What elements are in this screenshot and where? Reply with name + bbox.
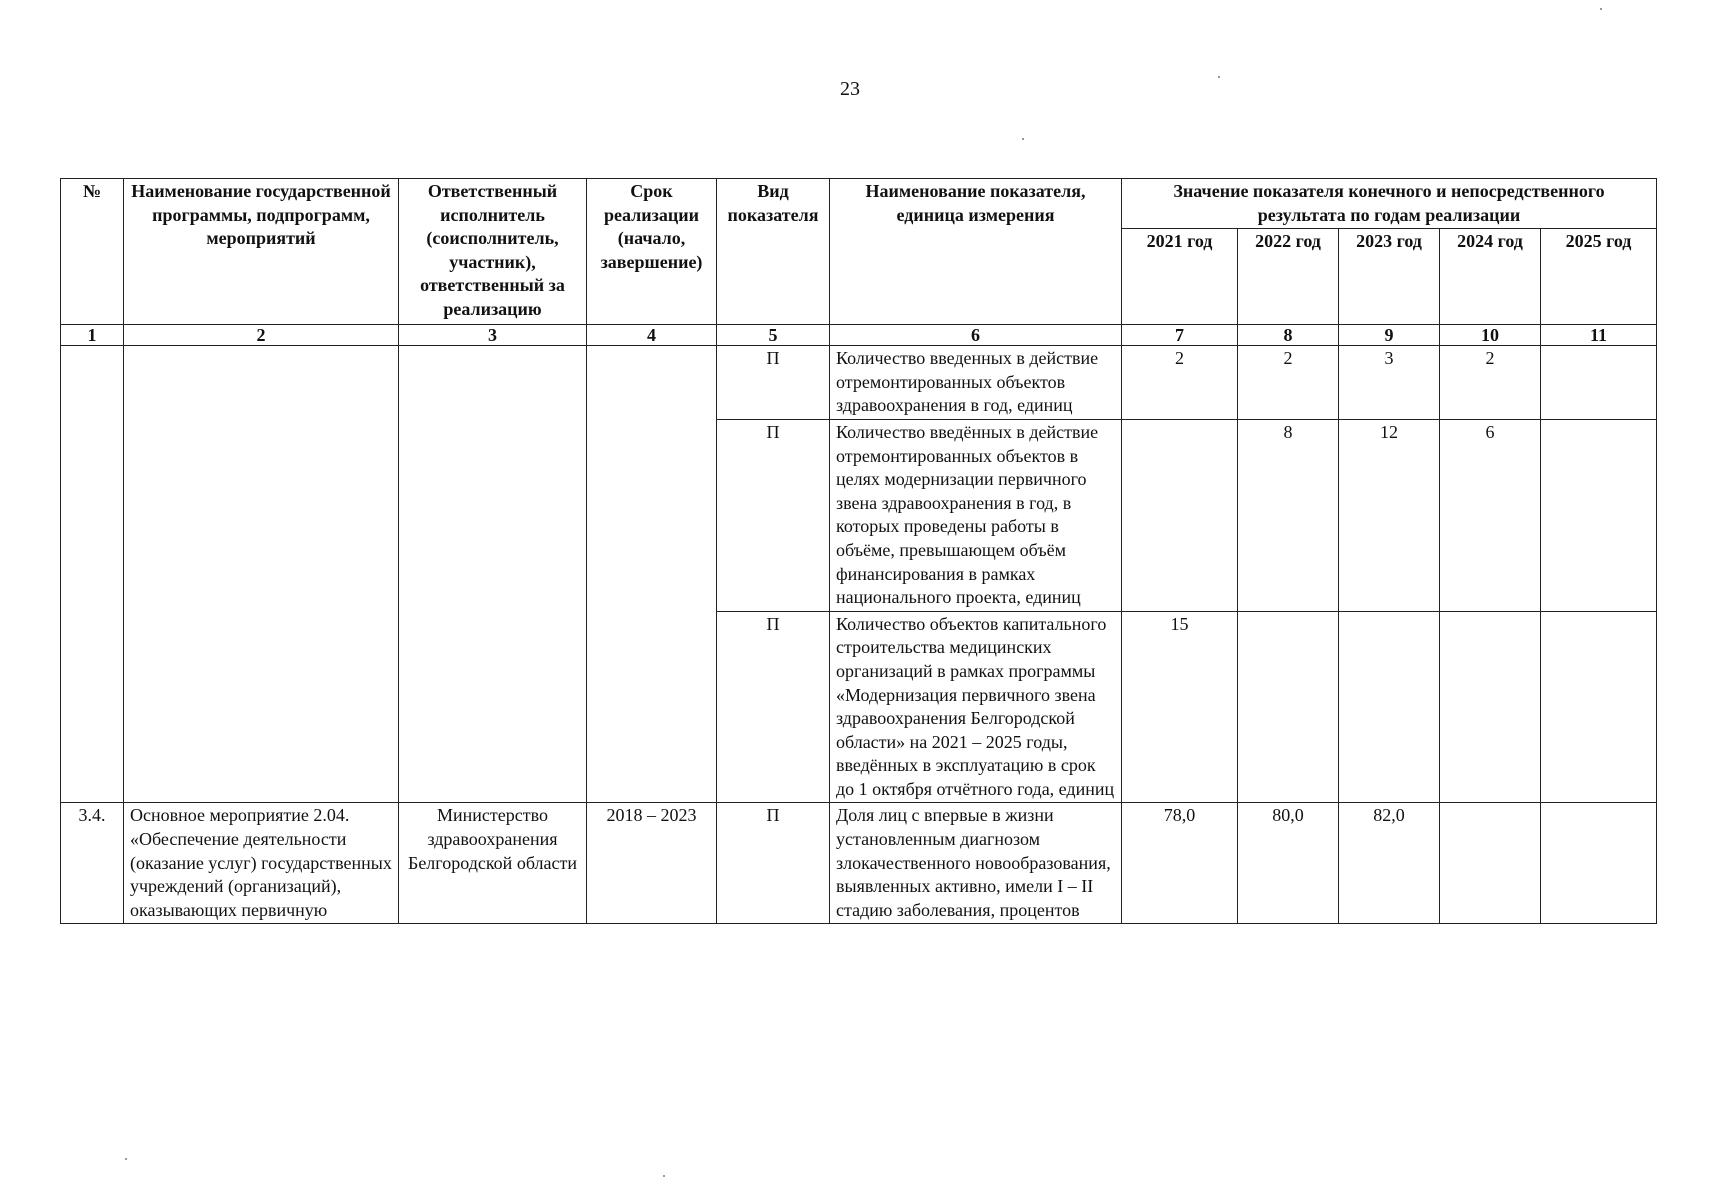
cell-value-2023 [1339, 611, 1440, 803]
cell-value-2024: 6 [1440, 419, 1541, 611]
column-number: 9 [1339, 325, 1440, 346]
column-number: 1 [61, 325, 124, 346]
header-responsible: Ответственный исполнитель (соисполнитель, участник), ответственный за реализацию [399, 179, 587, 325]
column-number: 11 [1541, 325, 1657, 346]
header-number: № [61, 179, 124, 325]
column-number: 7 [1122, 325, 1238, 346]
scan-speck [125, 1158, 127, 1160]
table-row [61, 803, 1657, 924]
cell-indicator-name: Количество объектов капитального строительства медицинских организаций в рамках программы «Модернизация первичного звена здравоохранения Белгородской области» на 2021 – 2025 годы, введённых в эксплуатацию в срок до 1 октября отчётного года, единиц [830, 611, 1122, 803]
cell-indicator-type: П [717, 419, 830, 611]
column-number: 8 [1238, 325, 1339, 346]
column-number: 2 [124, 325, 399, 346]
header-values-group: Значение показателя конечного и непосредственного результата по годам реализации [1122, 179, 1657, 229]
header-program-name: Наименование государственной программы, подпрограмм, мероприятий [124, 179, 399, 325]
header-period: Срок реализации (начало, завершение) [587, 179, 717, 325]
scan-speck [663, 1175, 665, 1177]
cell-value-2025 [1541, 346, 1657, 420]
cell-value-2023: 12 [1339, 419, 1440, 611]
cell-row-number: 3.4. [61, 803, 124, 924]
cell-value-2022: 80,0 [1238, 803, 1339, 924]
cell-value-2021: 78,0 [1122, 803, 1238, 924]
cell-indicator-type: П [717, 803, 830, 924]
scan-speck [1600, 8, 1602, 10]
cell-value-2021: 15 [1122, 611, 1238, 803]
cell-value-2024 [1440, 803, 1541, 924]
header-indicator-type: Вид показателя [717, 179, 830, 325]
cell-number-empty [61, 346, 124, 803]
column-number: 6 [830, 325, 1122, 346]
column-number: 3 [399, 325, 587, 346]
column-numbers-row [61, 325, 1657, 346]
column-number: 4 [587, 325, 717, 346]
cell-value-2021 [1122, 419, 1238, 611]
header-indicator-name: Наименование показателя, единица измерения [830, 179, 1122, 325]
column-number: 5 [717, 325, 830, 346]
cell-program-empty [124, 346, 399, 803]
cell-value-2024 [1440, 611, 1541, 803]
header-year-2024: 2024 год [1440, 229, 1541, 325]
cell-indicator-name: Количество введенных в действие отремонтированных объектов здравоохранения в год, единиц [830, 346, 1122, 420]
cell-value-2025 [1541, 419, 1657, 611]
cell-responsible: Министерство здравоохранения Белгородской области [399, 803, 587, 924]
cell-indicator-name: Количество введённых в действие отремонтированных объектов в целях модернизации первичного звена здравоохранения в год, в которых проведены работы в объёме, превышающем объём финансирования в рамках национального проекта, единиц [830, 419, 1122, 611]
cell-value-2023: 82,0 [1339, 803, 1440, 924]
cell-value-2022 [1238, 611, 1339, 803]
header-year-2025: 2025 год [1541, 229, 1657, 325]
cell-program-name: Основное мероприятие 2.04. «Обеспечение деятельности (оказание услуг) государственных учреждений (организаций), оказывающих первичную [124, 803, 399, 924]
indicator-table [60, 178, 1657, 924]
cell-period-empty [587, 346, 717, 803]
header-year-2022: 2022 год [1238, 229, 1339, 325]
scan-speck [1022, 138, 1024, 140]
cell-value-2024: 2 [1440, 346, 1541, 420]
table-row [61, 346, 1657, 420]
header-row-1 [61, 179, 1657, 229]
header-year-2023: 2023 год [1339, 229, 1440, 325]
cell-value-2025 [1541, 611, 1657, 803]
scan-speck [1218, 76, 1220, 78]
cell-value-2023: 3 [1339, 346, 1440, 420]
cell-value-2025 [1541, 803, 1657, 924]
page-number: 23 [840, 78, 860, 100]
column-number: 10 [1440, 325, 1541, 346]
cell-indicator-type: П [717, 611, 830, 803]
cell-responsible-empty [399, 346, 587, 803]
cell-period: 2018 – 2023 [587, 803, 717, 924]
cell-value-2022: 8 [1238, 419, 1339, 611]
cell-value-2022: 2 [1238, 346, 1339, 420]
cell-indicator-name: Доля лиц с впервые в жизни установленным диагнозом злокачественного новообразования, выявленных активно, имели I – II стадию заболевания, процентов [830, 803, 1122, 924]
cell-indicator-type: П [717, 346, 830, 420]
header-year-2021: 2021 год [1122, 229, 1238, 325]
cell-value-2021: 2 [1122, 346, 1238, 420]
